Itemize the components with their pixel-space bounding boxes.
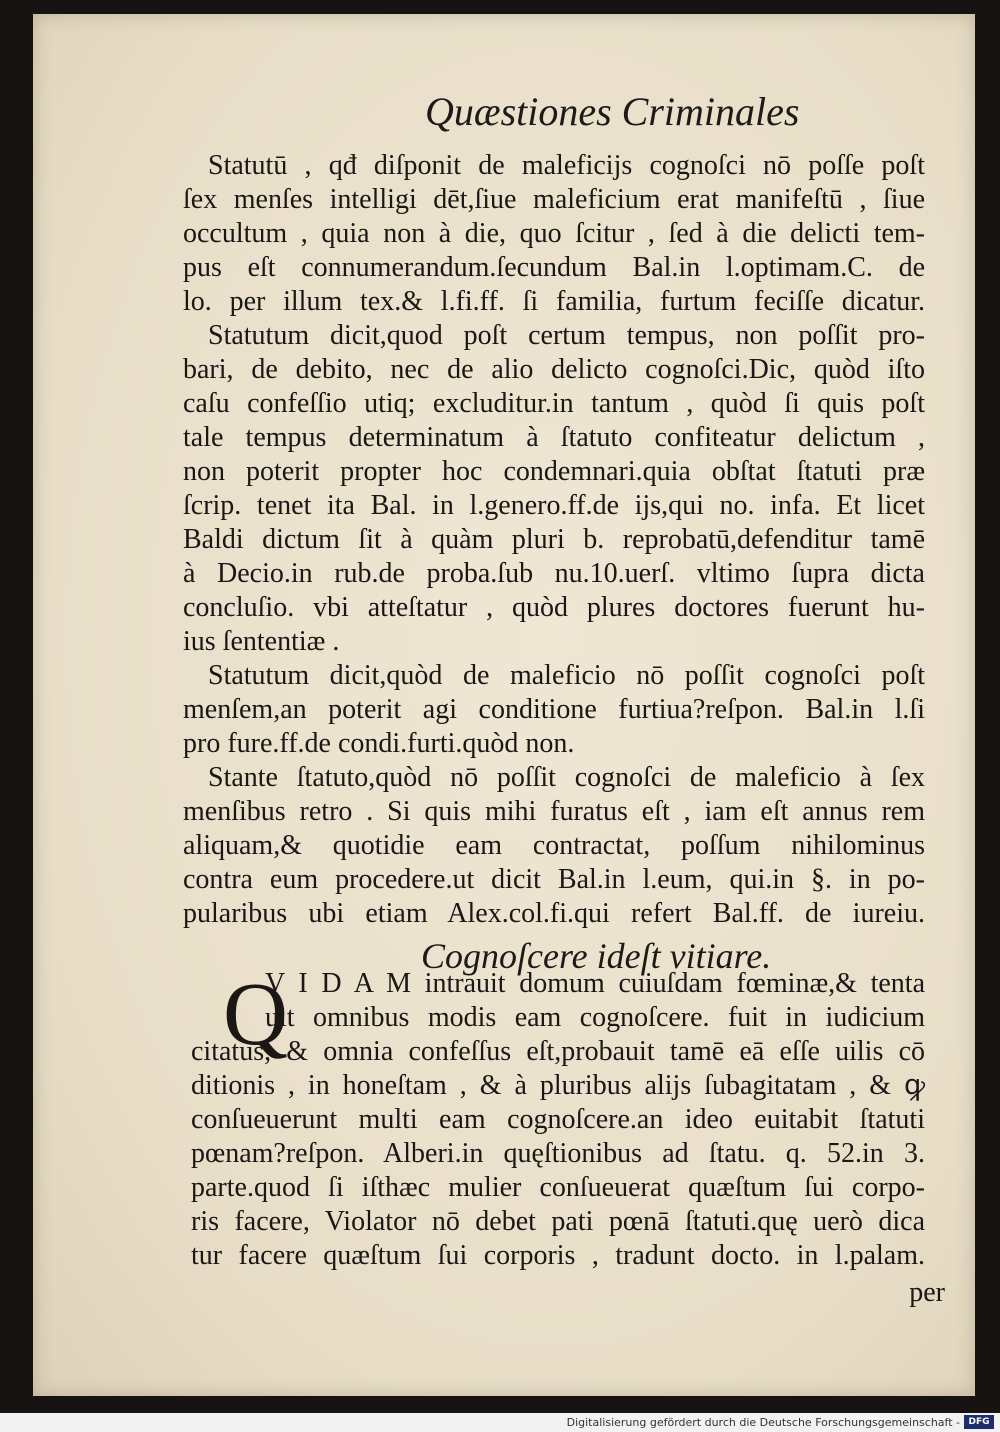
text-line: pus eſt connumerandum.ſecundum Bal.in l.optimam.C. de <box>183 252 925 283</box>
drop-capital: Q <box>223 965 288 1064</box>
text-line: aliquam,& quotidie eam contractat, poſſum nihilominus <box>183 830 925 861</box>
text-line: pularibus ubi etiam Alex.col.fi.qui refert Bal.ff. de iureiu. <box>183 898 925 929</box>
text-line: parte.quod ſi iſthæc mulier conſueuerat quæſtum ſui corpo- <box>191 1172 925 1203</box>
text-line: Stante ſtatuto,quòd nō poſſit cognoſci de maleficio à ſex <box>208 762 925 793</box>
text-line: Baldi dictum ſit à quàm pluri b. reprobatū,defenditur tamē <box>183 524 925 555</box>
text-line: Statutum dicit,quòd de maleficio nō poſſit cognoſci poſt <box>208 660 925 691</box>
funding-notice: Digitalisierung gefördert durch die Deutsche Forschungsgemeinschaft - <box>566 1416 960 1429</box>
text-line: ditionis , in honeſtam , & à pluribus alijs ſubagitatam , & ꝙ <box>191 1070 925 1101</box>
text-line: bari, de debito, nec de alio delicto cognoſci.Dic, quòd iſto <box>183 354 925 385</box>
text-line: uit omnibus modis eam cognoſcere. fuit in iudicium <box>265 1002 925 1033</box>
text-line: ius ſententiæ . <box>183 626 340 657</box>
text-line: contra eum procedere.ut dicit Bal.in l.eum, qui.in §. in po- <box>183 864 925 895</box>
text-line: citatus, & omnia confeſſus eſt,probauit tamē eā eſſe uilis cō <box>191 1036 925 1067</box>
text-line: caſu confeſſio utiq; excluditur.in tantum , quòd ſi quis poſt <box>183 388 925 419</box>
text-line: non poterit propter hoc condemnari.quia obſtat ſtatuti præ <box>183 456 925 487</box>
text-line: ſcrip. tenet ita Bal. in l.genero.ff.de ijs,qui no. infa. Et licet <box>183 490 925 521</box>
text-line: lo. per illum tex.& l.fi.ff. ſi familia, furtum feciſſe dicatur. <box>183 286 925 317</box>
text-line: conſueuerunt multi eam cognoſcere.an ideo euitabit ſtatuti <box>191 1104 925 1135</box>
text-line: à Decio.in rub.de proba.ſub nu.10.uerſ. vltimo ſupra dicta <box>183 558 925 589</box>
text-line: ſex menſes intelligi dēt,ſiue maleficium erat manifeſtū , ſiue <box>183 184 925 215</box>
text-line: occultum , quia non à die, quo ſcitur , ſed à die delicti tem- <box>183 218 925 249</box>
text-line: tur facere quæſtum ſui corporis , tradunt docto. in l.palam. <box>191 1240 925 1271</box>
dfg-logo: DFG <box>964 1415 994 1429</box>
running-header: Quæstiones Criminales <box>425 89 800 134</box>
text-line: menſem,an poterit agi conditione furtiua?reſpon. Bal.in l.ſi <box>183 694 925 725</box>
text-line: pro fure.ff.de condi.furti.quòd non. <box>183 728 575 759</box>
catchword: per <box>909 1277 945 1308</box>
text-line: Statutum dicit,quod poſt certum tempus, non poſſit pro- <box>208 320 925 351</box>
book-page <box>33 14 975 1396</box>
text-line: ris facere, Violator nō debet pati pœnā ſtatuti.quę uerò dica <box>191 1206 925 1237</box>
section-heading: Cognoſcere ideſt vitiare. <box>421 936 772 976</box>
text-line: concluſio. vbi atteſtatur , quòd plures doctores fuerunt hu- <box>183 592 925 623</box>
text-line: Statutū , qđ diſponit de maleficijs cognoſci nō poſſe poſt <box>208 150 925 181</box>
text-line: menſibus retro . Si quis mihi furatus eſt , iam eſt annus rem <box>183 796 925 827</box>
text-line: V I D A M intrauit domum cuiuſdam fœminæ,& tenta <box>265 968 925 999</box>
text-line: pœnam?reſpon. Alberi.in quęſtionibus ad ſtatu. q. 52.in 3. <box>191 1138 925 1169</box>
footer-bar <box>0 1413 1000 1432</box>
text-line: tale tempus determinatum à ſtatuto confiteatur delictum , <box>183 422 925 453</box>
